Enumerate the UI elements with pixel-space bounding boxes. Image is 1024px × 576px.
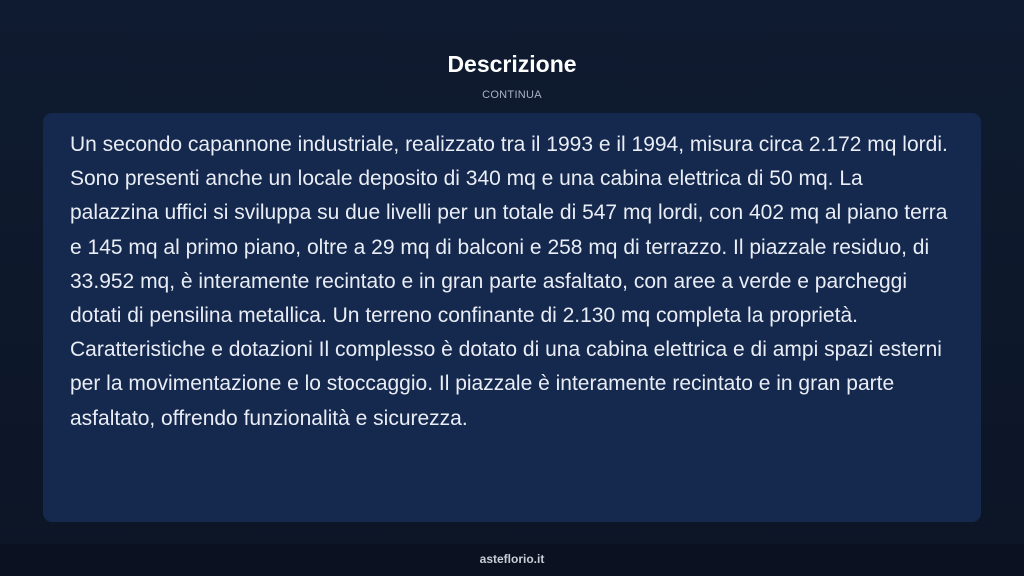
description-card <box>43 113 981 522</box>
page-header <box>0 48 1024 102</box>
page-subtitle: CONTINUA <box>482 89 542 101</box>
footer-bar <box>0 544 1024 576</box>
footer-site-name: asteflorio.it <box>479 552 545 566</box>
description-text: Un secondo capannone industriale, realizzato tra il 1993 e il 1994, misura circa 2.172 mq lordi. Sono presenti anche un locale deposito di 340 mq e una cabina elettrica di 50 mq. La palazzina uffici si sviluppa su due livelli per un totale di 547 mq lordi, con 402 mq al piano terra e 145 mq al primo piano, oltre a 29 mq di balconi e 258 mq di terrazzo. Il piazzale residuo, di 33.952 mq, è interamente recintato e in gran parte asfaltato, con aree a verde e parcheggi dotati di pensilina metallica. Un terreno confinante di 2.130 mq completa la proprietà. Caratteristiche e dotazioni Il complesso è dotato di una cabina elettrica e di ampi spazi esterni per la movimentazione e lo stoccaggio. Il piazzale è interamente recintato e in gran parte asfaltato, offrendo funzionalità e sicurezza. <box>70 133 948 430</box>
page-title: Descrizione <box>447 51 577 77</box>
